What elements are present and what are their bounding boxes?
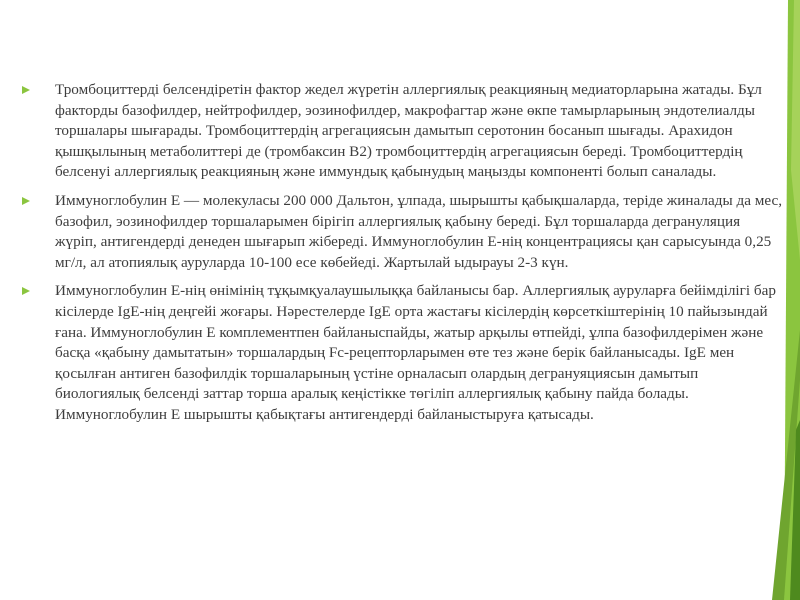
bullet-paragraph-2: [22, 191, 782, 273]
bullet-arrow-icon: [22, 86, 30, 94]
bullet-arrow-icon: [22, 197, 30, 205]
bullet-paragraph-1: [22, 80, 782, 183]
paragraph-text: Тромбоциттерді белсендіретін фактор жедел жүретін аллергиялық реакцияның медиаторларына жатады. Бұл факторды базофилдер, нейтрофилдер, эозинофилдер, макрофагтар және өкпе тамырларының эндотелиалды торшалары шығарады. Тромбоциттердің агрегациясын дамытып серотонин босанып шығады. Арахидон қышқылының метаболиттері де (тромбаксин В2) тромбоциттердің агрегациясын береді. Тромбоциттердің белсенуі аллергиялық реакцияның және иммундық қабынудың маңызды компоненті болып саналады.: [55, 81, 762, 181]
paragraph-text: Иммуноглобулин Е-нің өнімінің тұқымқуалаушылыққа байланысы бар. Аллергиялық ауруларға бейімділігі бар кісілерде IgE-нің деңгейі жоғары. Нәрестелерде IgE орта жастағы кісілердің көрсеткіштерінің 10 пайызындай ғана. Иммуноглобулин Е комплементпен байланыспайды, жатыр арқылы өтпейді, ұлпа базофилдерімен және басқа «қабыну дамытатын» торшалардың Fc-рецепторларымен өте тез және берік байланысады. IgE мен қосылған антиген базофилдік торшаларының үстіне орналасып олардың дегрануяциясын дамытып биологиялық белсенді заттар торша аралық кеңістікке төгіліп аллергиялық қабыну пайда болады. Иммуноглобулин Е шырышты қабықтағы антигендерді байланыстыруға қатысады.: [55, 282, 776, 423]
paragraph-text: Иммуноглобулин Е — молекуласы 200 000 Дальтон, ұлпада, шырышты қабықшаларда, теріде жиналады да мес, базофил, эозинофилдер торшаларымен бірігіп аллергиялық қабыну береді. Бұл торшаларда дегрануляция жүріп, антигендерді денеден шығарып жібереді. Иммуноглобулин Е-нің концентрациясы қан сарысуында 0,25 мг/л, ал атопиялық ауруларда 10-100 есе көбейеді. Жартылай ыдырауы 2-3 күн.: [55, 191, 783, 271]
bullet-arrow-icon: [22, 287, 30, 295]
slide-content: [22, 80, 782, 434]
bullet-paragraph-3: [22, 281, 782, 425]
